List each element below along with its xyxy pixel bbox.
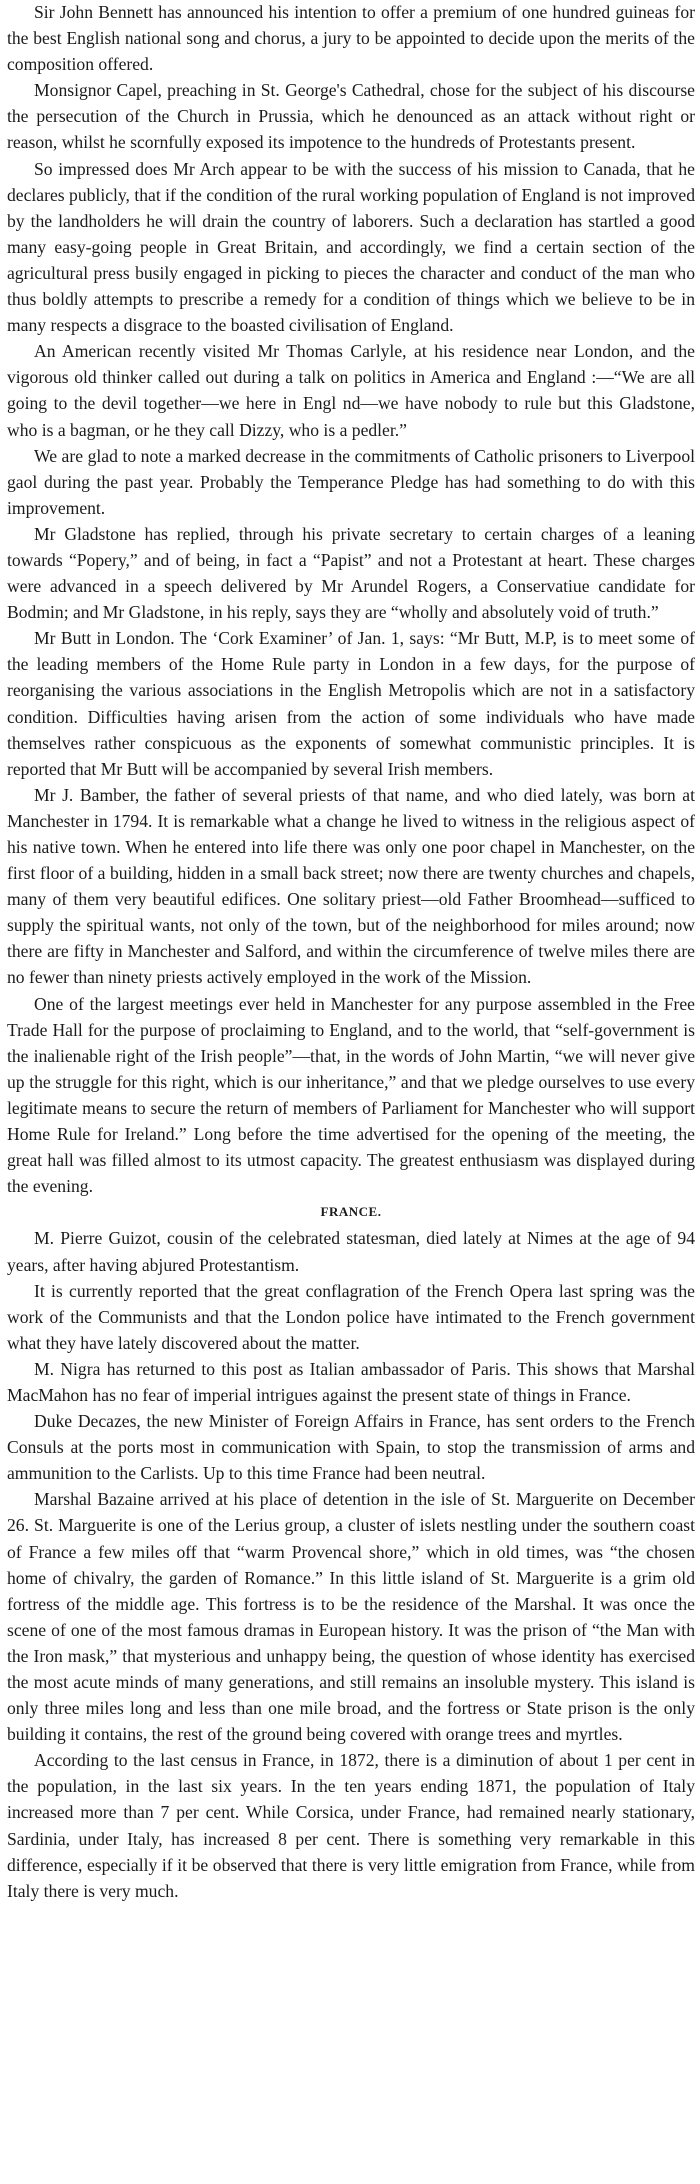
paragraph-mr-bamber: Mr J. Bamber, the father of several priests of that name, and who died lately, was born at Manchester in 1794. It is remarkable what a change he lived to witness in the religious aspect of his native town. When he entered into life there was only one poor chapel in Manchester, on the first floor of a building, hidden in a small back street; now there are twenty churches and chapels, many of them very beautiful edifices. One solitary priest—old Father Broomhead—sufficed to supply the spiritual wants, not only of the town, but of the neighborhood for miles around; now there are fifty in Manchester and Salford, and within the circumference of twelve miles there are no fewer than ninety priests actively employed in the work of the Mission. (7, 784, 695, 988)
paragraph-french-opera: It is currently reported that the great conflagration of the French Opera last spring was the work of the Communists and that the London police have intimated to the French government what they have lately discovered about the matter. (7, 1280, 695, 1353)
paragraph-duke-decazes: Duke Decazes, the new Minister of Foreign Affairs in France, has sent orders to the French Consuls at the ports most in communication with Spain, to stop the transmission of arms and ammunition to the Carlists. Up to this time France had been neutral. (7, 1411, 695, 1484)
paragraph-monsignor-capel: Monsignor Capel, preaching in St. George's Cathedral, chose for the subject of his discourse the persecution of the Church in Prussia, which he denounced as an attack without right or reason, whilst he scornfully exposed its impotence to the hundreds of Protestants present. (7, 80, 695, 153)
paragraph-pierre-guizot: M. Pierre Guizot, cousin of the celebrated statesman, died lately at Nimes at the age of 94 years, after having abjured Protestantism. (7, 1228, 695, 1275)
paragraph-sir-john-bennett: Sir John Bennett has announced his intention to offer a premium of one hundred guineas for the best English national song and chorus, a jury to be appointed to decide upon the merits of the composition offered. (7, 2, 695, 75)
paragraph-mr-gladstone: Mr Gladstone has replied, through his private secretary to certain charges of a leaning towards “Popery,” and of being, in fact a “Papist” and not a Protestant at heart. These charges were advanced in a speech delivered by Mr Arundel Rogers, a Conservatiue candidate for Bodmin; and Mr Gladstone, in his reply, says they are “wholly and absolutely void of truth.” (7, 523, 695, 623)
paragraph-liverpool-gaol: We are glad to note a marked decrease in the commitments of Catholic prisoners to Liverpool gaol during the past year. Probably the Temperance Pledge has had something to do with this improvement. (7, 445, 695, 518)
paragraph-census-france: According to the last census in France, in 1872, there is a diminution of about 1 per cent in the population, in the last six years. In the ten years ending 1871, the population of Italy increased more than 7 per cent. While Corsica, under France, had remained nearly stationary, Sardinia, under Italy, has increased 8 per cent. There is something very remarkable in this difference, especially if it be observed that there is very little emigration from France, while from Italy there is very much. (7, 1750, 695, 1901)
paragraph-mr-arch: So impressed does Mr Arch appear to be with the success of his mission to Canada, that he declares publicly, that if the condition of the rural working population of England is not improved by the landholders he will drain the country of laborers. Such a declaration has startled a good many easy-going people in Great Britain, and accordingly, we find a certain section of the agricultural press busily engaged in picking to pieces the character and conduct of the man who thus boldly attempts to prescribe a remedy for a condition of things which we believe to be in many respects a disgrace to the boasted civilisation of England. (7, 158, 695, 336)
paragraph-marshal-bazaine: Marshal Bazaine arrived at his place of detention in the isle of St. Marguerite on December 26. St. Marguerite is one of the Lerius group, a cluster of islets nestling under the southern coast of France a few miles off that “warm Provencal shore,” which in old times, was “the chosen home of chivalry, the garden of Romance.” In this little island of St. Marguerite is a grim old fortress of the middle age. This fortress is to be the residence of the Marshal. It was once the scene of one of the most famous dramas in European history. It was the prison of “the Man with the Iron mask,” that mysterious and unhappy being, the question of whose identity has exercised the most acute minds of many generations, and still remains an insoluble mystery. This island is only three miles long and less than one mile broad, and the fortress or State prison is the only building it contains, the rest of the ground being covered with orange trees and myrtles. (7, 1489, 695, 1745)
paragraph-m-nigra: M. Nigra has returned to this post as Italian ambassador of Paris. This shows that Marshal MacMahon has no fear of imperial intrigues against the present state of things in France. (7, 1358, 695, 1405)
section-heading-france: FRANCE. (320, 1204, 382, 1220)
paragraph-manchester-meeting: One of the largest meetings ever held in Manchester for any purpose assembled in the Free Trade Hall for the purpose of proclaiming to England, and to the world, that “self-government is the inalienable right of the Irish people”—that, in the words of John Martin, “we will never give up the struggle for this right, which is our inheritance,” and that we pledge ourselves to use every legitimate means to secure the return of members of Parliament for Manchester who will support Home Rule for Ireland.” Long before the time advertised for the opening of the meeting, the great hall was filled almost to its utmost capacity. The greatest enthusiasm was displayed during the evening. (7, 993, 695, 1197)
paragraph-thomas-carlyle: An American recently visited Mr Thomas Carlyle, at his residence near London, and the vigorous old thinker called out during a talk on politics in America and England :—“We are all going to the devil together—we here in Engl nd—we have nobody to rule but this Gladstone, who is a bagman, or he they call Dizzy, who is a pedler.” (7, 341, 695, 440)
paragraph-mr-butt: Mr Butt in London. The ‘Cork Examiner’ of Jan. 1, says: “Mr Butt, M.P, is to meet some of the leading members of the Home Rule party in London in a few days, for the purpose of reorganising the various associations in the English Metropolis which are not in a satisfactory condition. Difficulties having arisen from the action of some individuals who have made themselves rather conspicuous as the exponents of somewhat communistic principles. It is reported that Mr Butt will be accompanied by several Irish members. (7, 628, 695, 779)
